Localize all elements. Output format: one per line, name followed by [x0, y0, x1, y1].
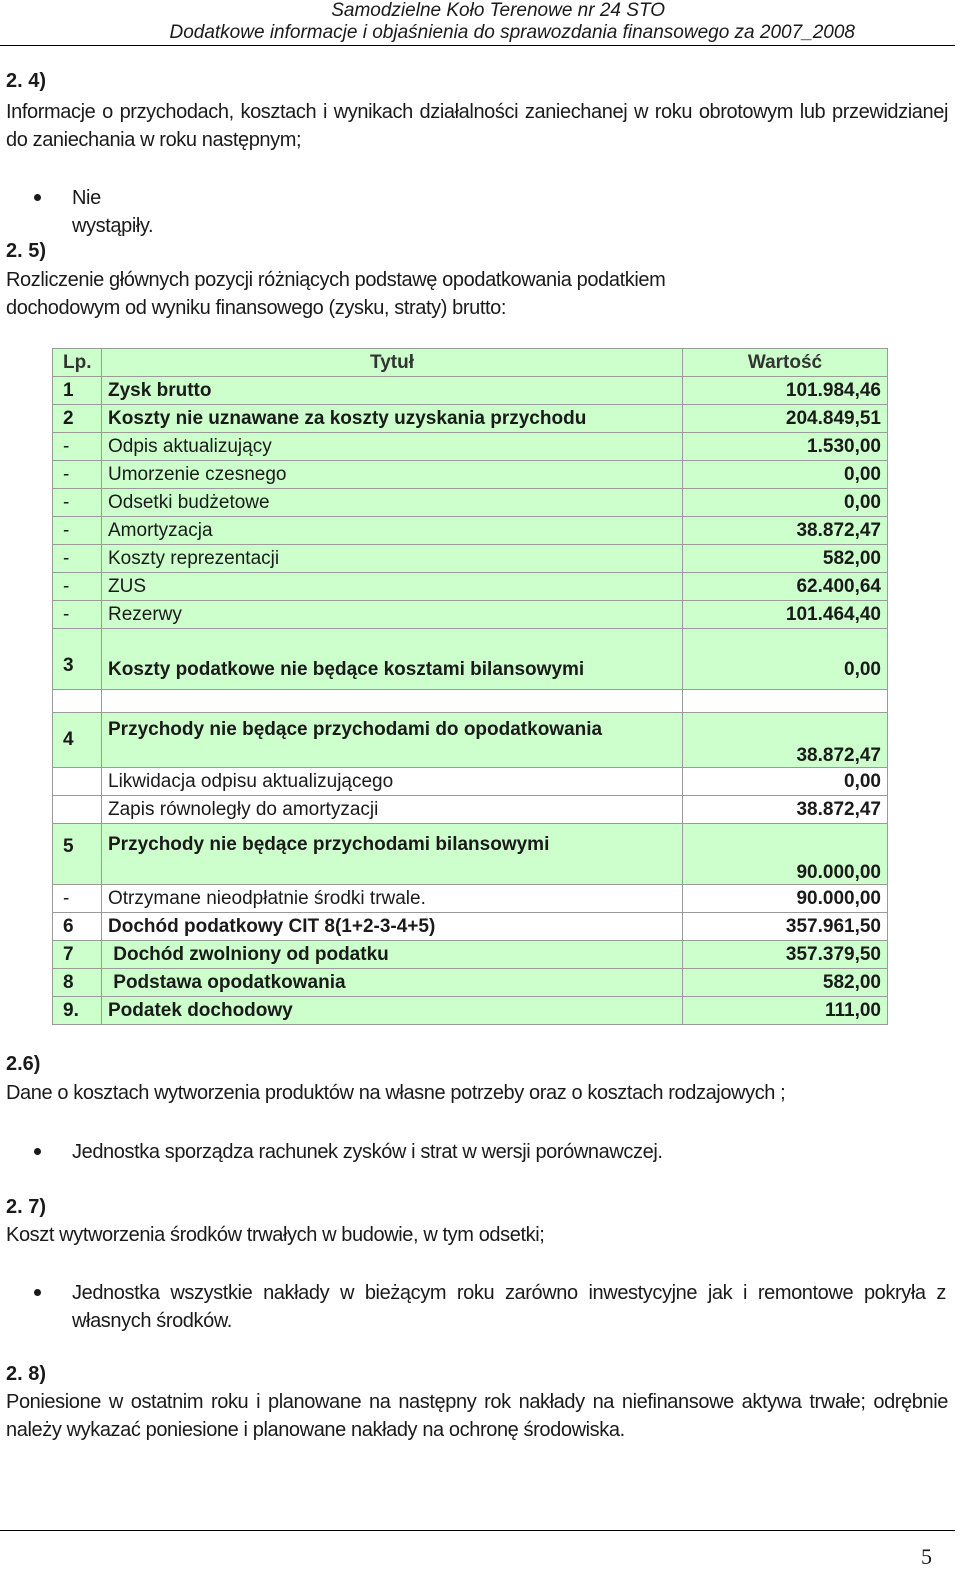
row-title: Przychody nie będące przychodami do opodatkowania	[102, 713, 683, 768]
table-row	[53, 573, 888, 601]
page-header	[0, 0, 955, 46]
row-title: Amortyzacja	[102, 517, 683, 545]
row-value: 582,00	[683, 545, 888, 573]
table-row	[53, 824, 888, 885]
footer-divider	[0, 1530, 955, 1531]
row-value: 1.530,00	[683, 433, 888, 461]
row-value: 0,00	[683, 489, 888, 517]
row-value: 582,00	[683, 969, 888, 997]
table-row	[53, 913, 888, 941]
section-2-4-number: 2. 4)	[6, 70, 47, 92]
table-row	[53, 517, 888, 545]
row-title: Rezerwy	[102, 601, 683, 629]
table-row	[53, 969, 888, 997]
table-row	[53, 941, 888, 969]
table-row	[53, 405, 888, 433]
row-value: 38.872,47	[683, 517, 888, 545]
row-title: Dochód podatkowy CIT 8(1+2-3-4+5)	[102, 913, 683, 941]
row-value: 357.379,50	[683, 941, 888, 969]
table-row	[53, 885, 888, 913]
section-2-6-number: 2.6)	[6, 1053, 41, 1075]
row-title: Dochód zwolniony od podatku	[102, 941, 683, 969]
row-value: 90.000,00	[683, 824, 888, 885]
page-number: 5	[921, 1544, 932, 1569]
row-value: 0,00	[683, 461, 888, 489]
row-title: Umorzenie czesnego	[102, 461, 683, 489]
row-value: 101.464,40	[683, 601, 888, 629]
section-2-5-number: 2. 5)	[6, 240, 47, 262]
row-title: Otrzymane nieodpłatnie środki trwale.	[102, 885, 683, 913]
table-row	[53, 768, 888, 796]
table-row	[53, 601, 888, 629]
row-title: Zapis równoległy do amortyzacji	[102, 796, 683, 824]
row-lp: 5	[53, 824, 102, 885]
row-title: Przychody nie będące przychodami bilansowymi	[102, 824, 683, 885]
row-title: Odsetki budżetowe	[102, 489, 683, 517]
row-lp: -	[53, 545, 102, 573]
row-value: 38.872,47	[683, 713, 888, 768]
bullet-text: Nie wystąpiły.	[72, 187, 154, 237]
row-lp: 6	[53, 913, 102, 941]
table-row	[53, 629, 888, 690]
row-lp: 2	[53, 405, 102, 433]
row-title: Koszty podatkowe nie będące kosztami bilansowymi	[102, 629, 683, 690]
section-2-6-text: Dane o kosztach wytworzenia produktów na własne potrzeby oraz o kosztach rodzajowych ;	[6, 1082, 786, 1104]
row-title: Koszty reprezentacji	[102, 545, 683, 573]
header-org-name: Samodzielne Koło Terenowe nr 24 STO	[331, 0, 665, 21]
row-lp: -	[53, 433, 102, 461]
row-title: Zysk brutto	[102, 377, 683, 405]
tax-reconciliation-table	[52, 348, 888, 1025]
section-2-7-text: Koszt wytworzenia środków trwałych w budowie, w tym odsetki;	[6, 1224, 545, 1246]
row-lp: -	[53, 601, 102, 629]
section-2-8-text: Poniesione w ostatnim roku i planowane na następny rok nakłady na niefinansowe aktywa trwałe; odrębnie należy wykazać poniesione i planowane nakłady na ochronę środowiska.	[6, 1391, 948, 1441]
row-value: 62.400,64	[683, 573, 888, 601]
row-lp	[53, 768, 102, 796]
table-row	[53, 545, 888, 573]
row-lp: -	[53, 885, 102, 913]
table-header-row	[53, 349, 888, 377]
row-lp: 8	[53, 969, 102, 997]
table-row	[53, 433, 888, 461]
row-title: Koszty nie uznawane za koszty uzyskania przychodu	[102, 405, 683, 433]
row-value: 204.849,51	[683, 405, 888, 433]
row-lp: 9.	[53, 997, 102, 1025]
section-2-8-number: 2. 8)	[6, 1363, 47, 1385]
row-title: ZUS	[102, 573, 683, 601]
section-2-4-text: Informacje o przychodach, kosztach i wynikach działalności zaniechanej w roku obrotowym lub przewidzianej do zaniechania w roku następnym;	[6, 101, 948, 151]
row-lp: -	[53, 517, 102, 545]
row-value: 101.984,46	[683, 377, 888, 405]
row-value: 0,00	[683, 768, 888, 796]
table-row	[53, 713, 888, 768]
header-doc-title: Dodatkowe informacje i objaśnienia do sprawozdania finansowego za 2007_2008	[169, 22, 855, 43]
table-row	[53, 489, 888, 517]
row-value: 90.000,00	[683, 885, 888, 913]
table-row	[53, 997, 888, 1025]
row-lp: -	[53, 489, 102, 517]
row-lp: 7	[53, 941, 102, 969]
table-row	[53, 377, 888, 405]
bullet-icon	[34, 194, 41, 201]
bullet-icon	[34, 1148, 41, 1155]
row-title: Odpis aktualizujący	[102, 433, 683, 461]
row-lp: 1	[53, 377, 102, 405]
header-lp: Lp.	[53, 349, 102, 377]
row-title: Likwidacja odpisu aktualizującego	[102, 768, 683, 796]
row-title: Podstawa opodatkowania	[102, 969, 683, 997]
bullet-text: Jednostka wszystkie nakłady w bieżącym roku zarówno inwestycyjne jak i remontowe pokryła z własnych środków.	[72, 1282, 946, 1332]
row-lp: -	[53, 461, 102, 489]
row-lp: -	[53, 573, 102, 601]
row-value: 357.961,50	[683, 913, 888, 941]
row-value: 111,00	[683, 997, 888, 1025]
section-2-5-text: Rozliczenie głównych pozycji różniących podstawę opodatkowania podatkiem dochodowym od wyniku finansowego (zysku, straty) brutto:	[6, 269, 666, 319]
table-spacer-row	[53, 690, 888, 713]
table-row	[53, 461, 888, 489]
bullet-text: Jednostka sporządza rachunek zysków i strat w wersji porównawczej.	[72, 1141, 663, 1163]
row-title: Podatek dochodowy	[102, 997, 683, 1025]
table-row	[53, 796, 888, 824]
header-title: Tytuł	[102, 349, 683, 377]
row-lp: 4	[53, 713, 102, 768]
section-2-7-number: 2. 7)	[6, 1196, 47, 1218]
row-lp: 3	[53, 629, 102, 690]
bullet-icon	[34, 1289, 41, 1296]
row-value: 0,00	[683, 629, 888, 690]
row-value: 38.872,47	[683, 796, 888, 824]
header-value: Wartość	[683, 349, 888, 377]
row-lp	[53, 796, 102, 824]
